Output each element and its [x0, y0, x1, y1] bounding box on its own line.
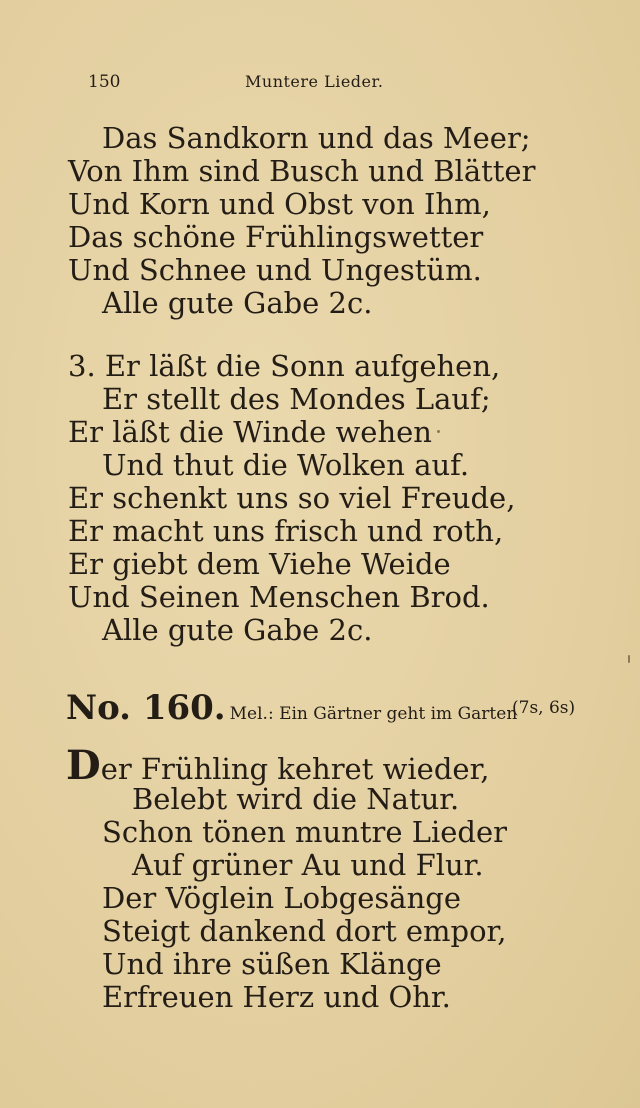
- page-number: 150: [88, 72, 121, 92]
- verse-line: Er schenkt uns so viel Freude,: [68, 481, 516, 515]
- drop-cap: D: [66, 742, 101, 789]
- paper-speck: [628, 655, 630, 663]
- verse-line: Und Schnee und Ungestüm.: [68, 253, 482, 287]
- melody-note: Mel.: Ein Gärtner geht im Garten: [229, 704, 518, 724]
- meter-note: (7s, 6s): [512, 698, 576, 718]
- hymn-number: No. 160.: [66, 688, 226, 728]
- verse-line: 3. Er läßt die Sonn aufgehen,: [68, 349, 501, 383]
- verse-line: Schon tönen muntre Lieder: [102, 815, 508, 849]
- verse-line: Und Korn und Obst von Ihm,: [68, 187, 491, 221]
- verse-text: er Frühling kehret wieder,: [100, 752, 490, 786]
- refrain-line: Alle gute Gabe 2c.: [102, 286, 373, 320]
- running-head: Muntere Lieder.: [245, 72, 384, 91]
- verse-line: Und ihre süßen Klänge: [102, 947, 442, 981]
- verse-line: Das schöne Frühlingswetter: [68, 220, 484, 254]
- verse-line: Der Vöglein Lobgesänge: [102, 881, 461, 915]
- verse-line: Belebt wird die Natur.: [132, 782, 460, 816]
- verse-line: Steigt dankend dort empor,: [102, 914, 507, 948]
- verse-line: Das Sandkorn und das Meer;: [102, 121, 531, 155]
- verse-line: Erfreuen Herz und Ohr.: [102, 980, 451, 1014]
- hymn-heading: [66, 688, 576, 728]
- verse-line: [66, 742, 490, 789]
- verse-line: Und thut die Wolken auf.: [102, 448, 470, 482]
- verse-line: Von Ihm sind Busch und Blätter: [68, 154, 536, 188]
- verse-line: Er stellt des Mondes Lauf;: [102, 382, 491, 416]
- refrain-line: Alle gute Gabe 2c.: [102, 613, 373, 647]
- verse-line: Er läßt die Winde wehen: [68, 415, 432, 449]
- verse-line: Er macht uns frisch und roth,: [68, 514, 504, 548]
- verse-line: Auf grüner Au und Flur.: [132, 848, 484, 882]
- paper-speck: [437, 430, 440, 433]
- verse-line: Er giebt dem Viehe Weide: [68, 547, 451, 581]
- verse-line: Und Seinen Menschen Brod.: [68, 580, 490, 614]
